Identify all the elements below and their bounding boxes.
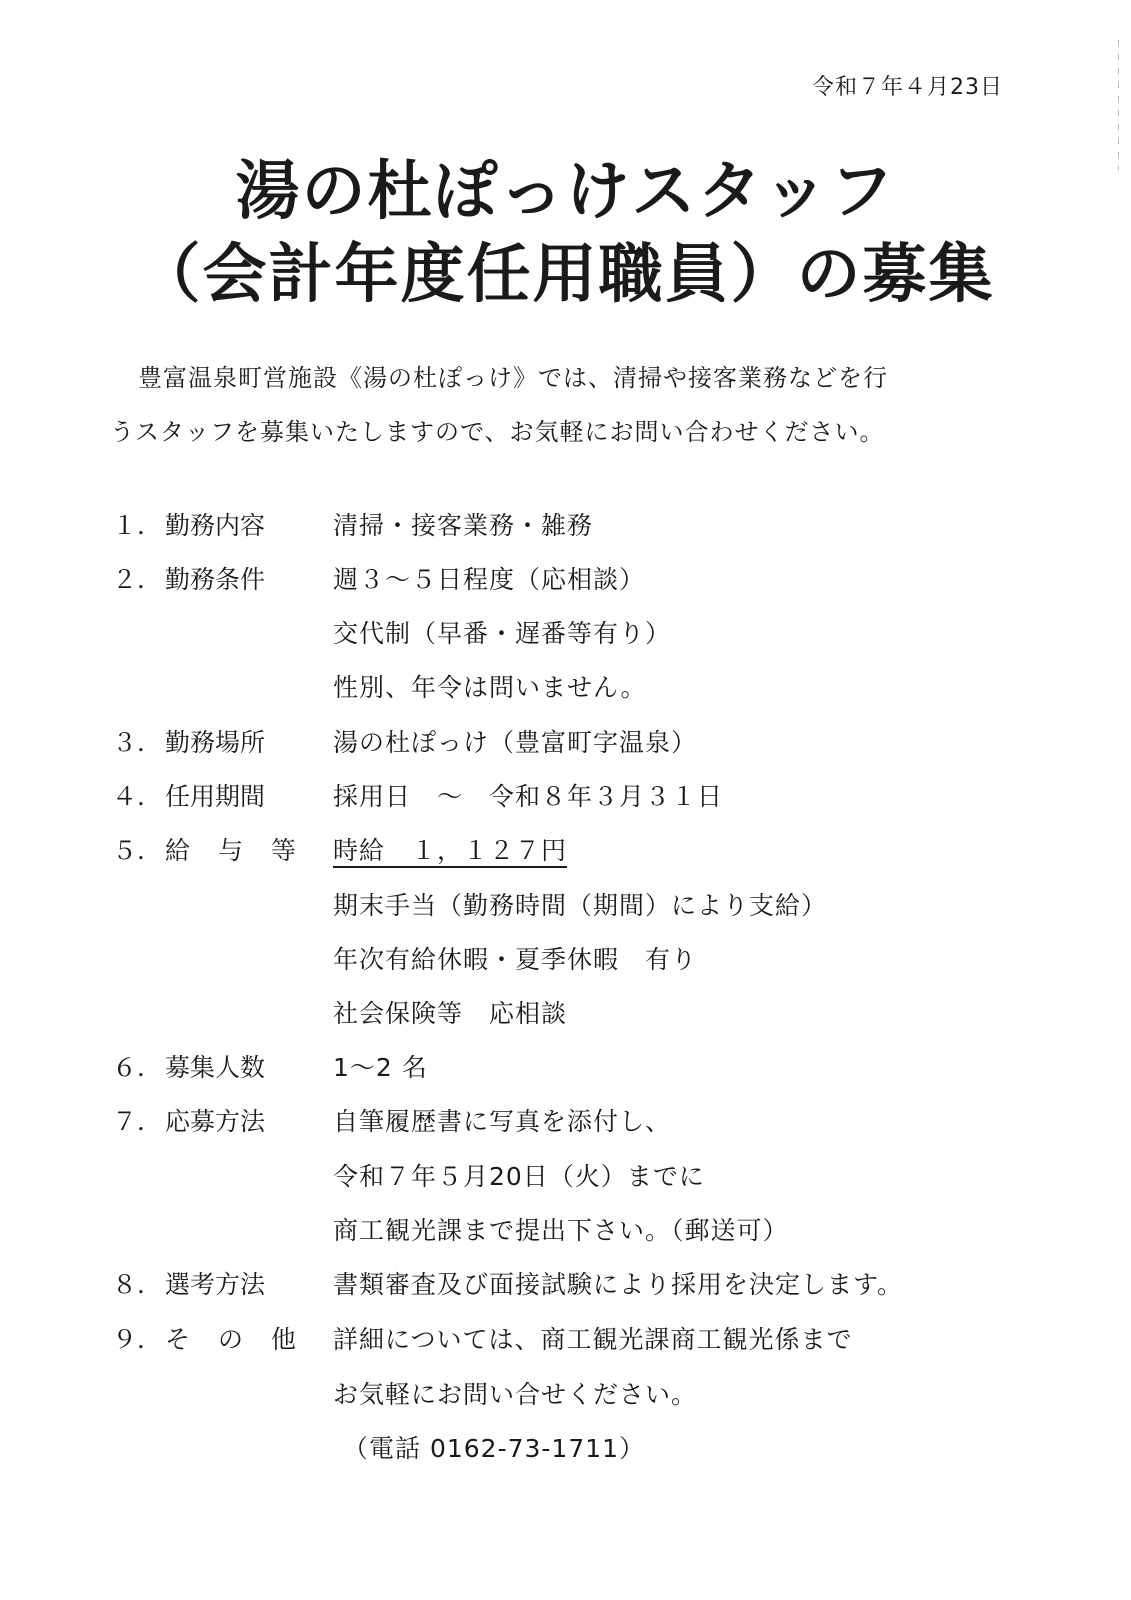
- item-2-value-3: 性別、年令は問いません。: [333, 673, 647, 702]
- item-5-value-1: [333, 831, 567, 867]
- item-2-value-2: 交代制（早番・遅番等有り）: [333, 619, 672, 648]
- item-label-7: 応募方法: [165, 1107, 266, 1136]
- item-label-3: 勤務場所: [165, 728, 266, 757]
- item-number-6: ６．: [112, 1053, 163, 1082]
- item-label-5: 給 与 等: [165, 836, 306, 865]
- item-4-value-1: 採用日 ～ 令和８年３月３１日: [333, 782, 724, 811]
- item-number-1: １．: [112, 511, 163, 540]
- item-number-5: ５．: [112, 836, 163, 865]
- item-label-4: 任用期間: [165, 782, 266, 811]
- item-9-value-2: お気軽にお問い合せください。: [333, 1380, 698, 1409]
- item-number-8: ８．: [112, 1270, 163, 1299]
- intro-line-1: 豊富温泉町営施設《湯の杜ぽっけ》では、清掃や接客業務などを行: [138, 364, 888, 392]
- document-date: 令和７年４月23日: [812, 75, 1003, 100]
- item-6-value-1: 1～2 名: [333, 1053, 428, 1082]
- intro-line-2: うスタッフを募集いたしますので、お気軽にお問い合わせください。: [110, 418, 885, 446]
- item-5-value-2: 期末手当（勤務時間（期間）により支給）: [333, 891, 828, 920]
- hourly-wage: 時給 １，１２７円: [333, 836, 567, 868]
- item-label-1: 勤務内容: [165, 511, 266, 540]
- item-label-9: そ の 他: [165, 1325, 306, 1354]
- item-5-value-4: 社会保険等 応相談: [333, 999, 568, 1028]
- item-1-value-1: 清掃・接客業務・雑務: [333, 511, 594, 540]
- item-3-value-1: 湯の杜ぽっけ（豊富町字温泉）: [333, 728, 698, 757]
- item-number-2: ２．: [112, 565, 163, 594]
- item-label-2: 勤務条件: [165, 565, 266, 594]
- title-line-2: （会計年度任用職員）の募集: [136, 238, 995, 312]
- item-2-value-1: 週３～５日程度（応相談）: [333, 565, 646, 594]
- item-label-8: 選考方法: [165, 1270, 266, 1299]
- item-9-value-1: 詳細については、商工観光課商工観光係まで: [333, 1325, 853, 1354]
- item-7-value-2: 令和７年５月20日（火）までに: [333, 1162, 705, 1191]
- item-7-value-1: 自筆履歴書に写真を添付し、: [333, 1107, 672, 1136]
- item-5-value-3: 年次有給休暇・夏季休暇 有り: [333, 945, 698, 974]
- item-8-value-1: 書類審査及び面接試験により採用を決定します。: [333, 1270, 904, 1299]
- scan-edge-mark: [1118, 40, 1119, 170]
- item-number-7: ７．: [112, 1107, 163, 1136]
- item-7-value-3: 商工観光課まで提出下さい。（郵送可）: [333, 1216, 789, 1245]
- title-line-1: 湯の杜ぽっけスタッフ: [235, 155, 896, 229]
- item-number-3: ３．: [112, 728, 163, 757]
- item-number-4: ４．: [112, 782, 163, 811]
- item-number-9: ９．: [112, 1325, 163, 1354]
- contact-phone: （電話 0162-73-1711）: [343, 1434, 646, 1463]
- item-label-6: 募集人数: [165, 1053, 266, 1082]
